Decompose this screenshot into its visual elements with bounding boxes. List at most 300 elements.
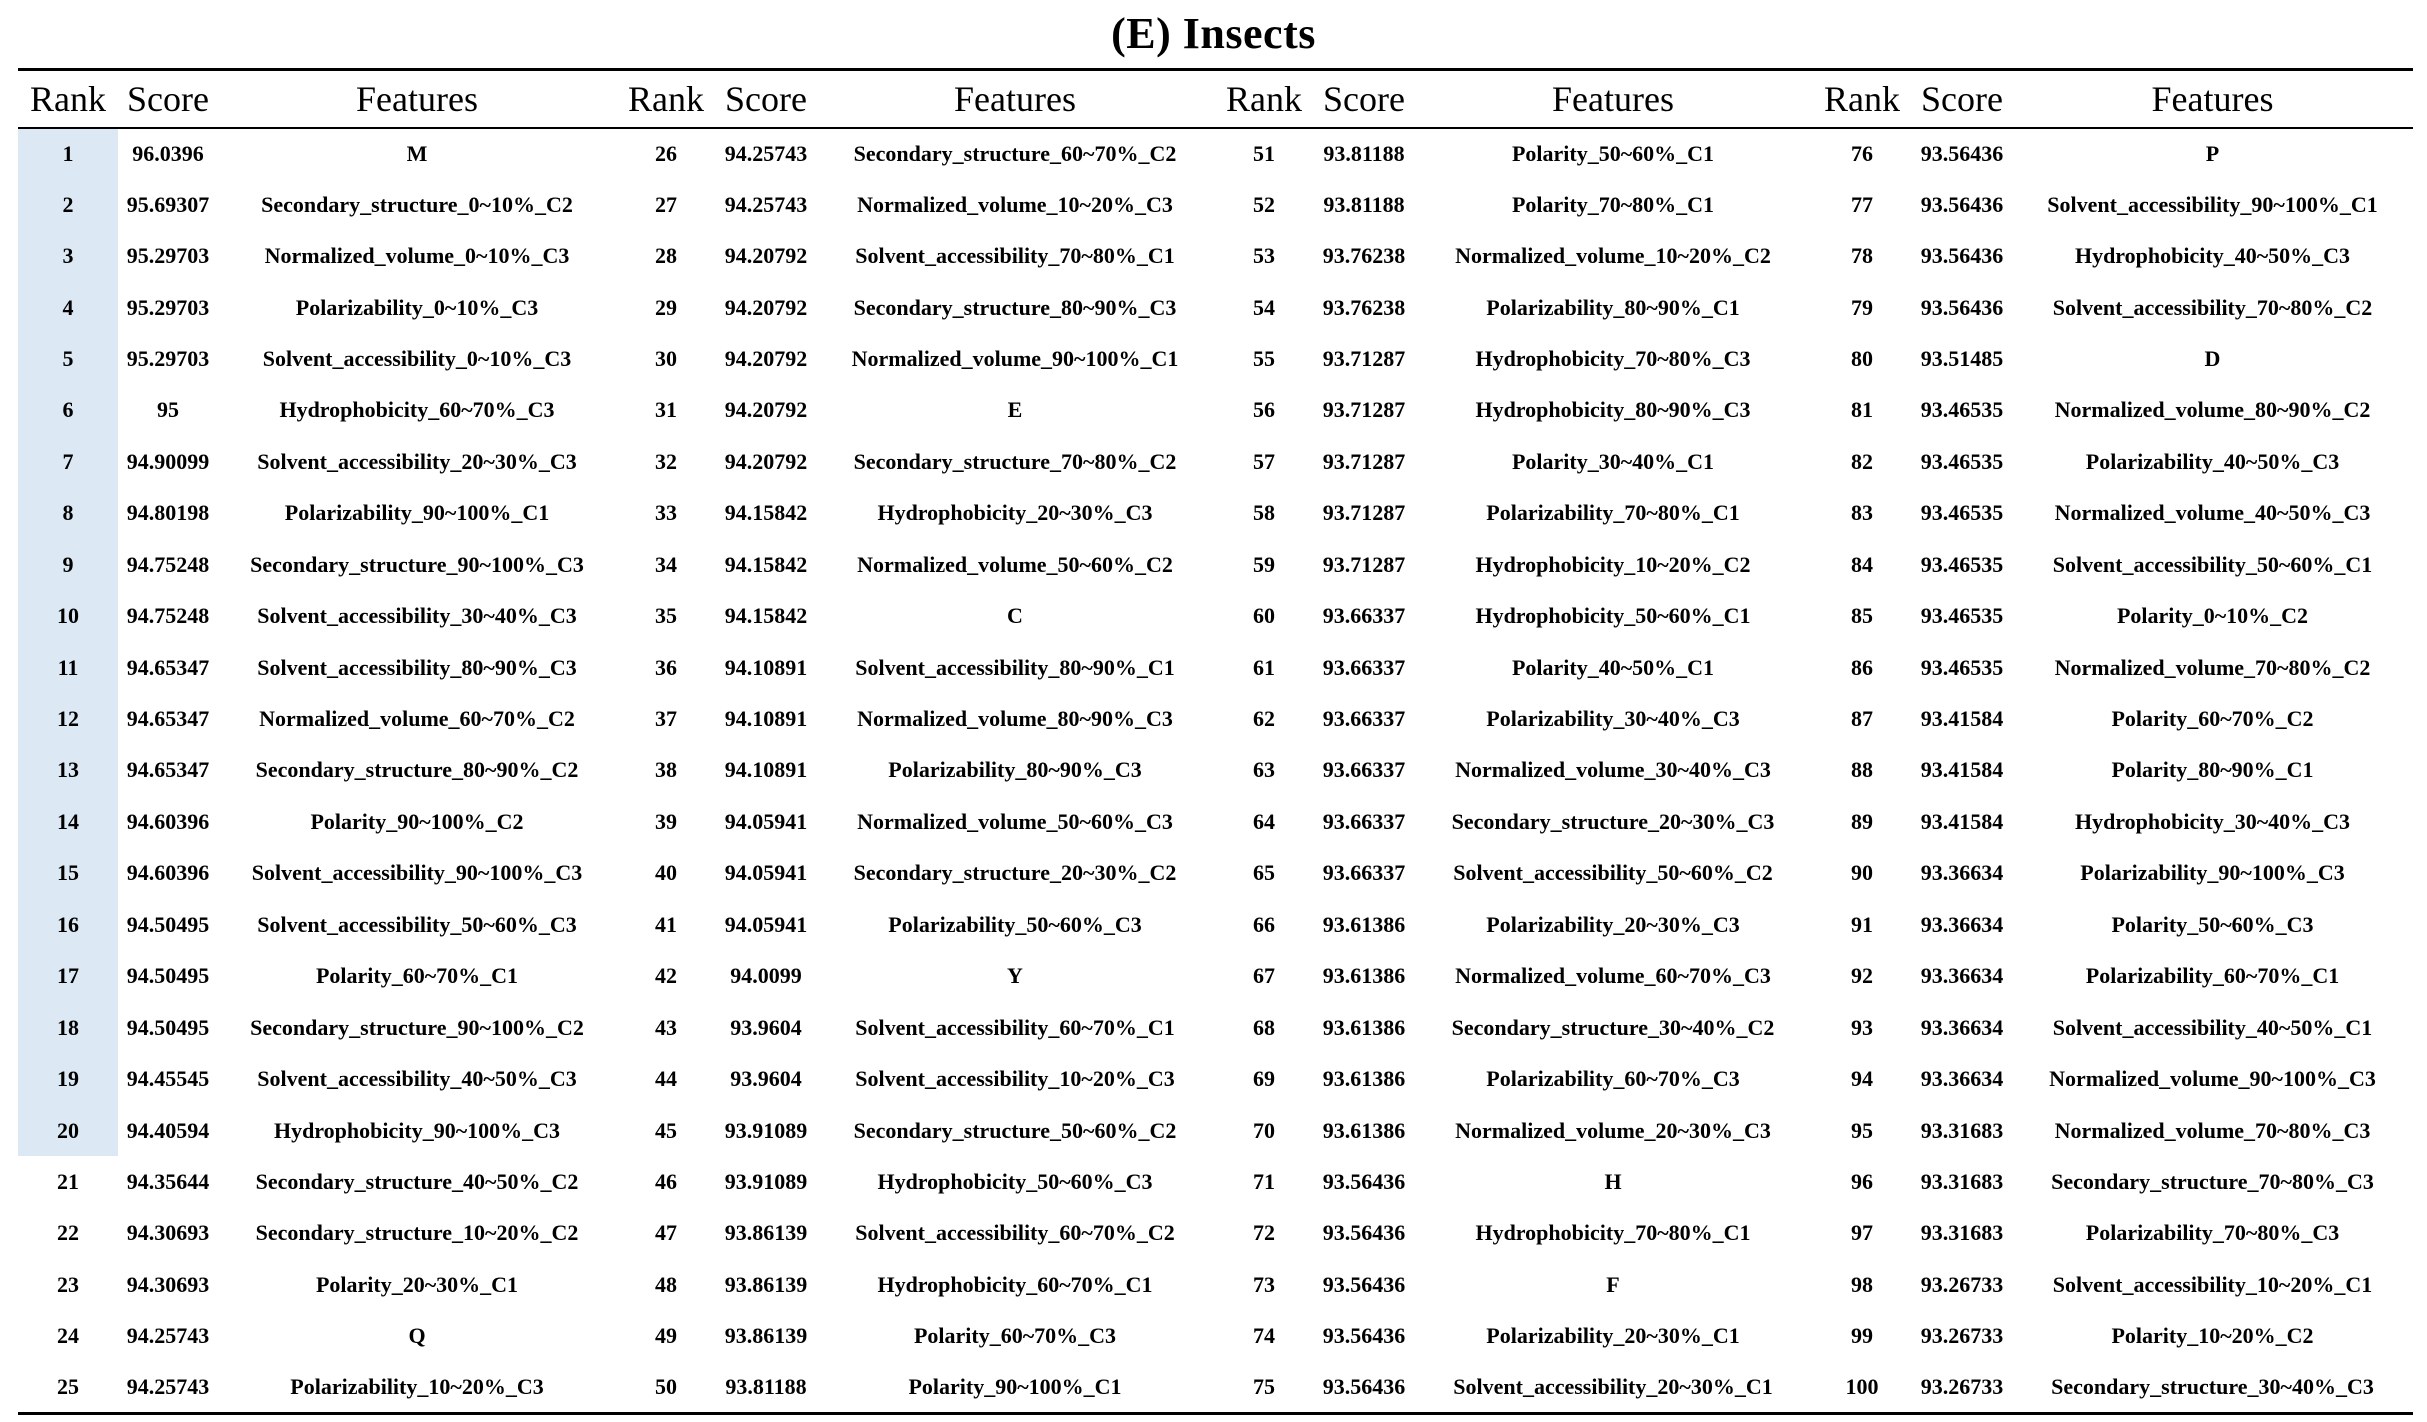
table-row [18, 642, 2413, 693]
score-cell: 94.75248 [126, 551, 210, 577]
rank-cell: 24 [57, 1323, 79, 1349]
rank-cell: 44 [655, 1066, 677, 1092]
rank-cell: 7 [18, 436, 118, 487]
rank-cell: 67 [1253, 963, 1275, 989]
score-cell: 94.50495 [126, 1014, 210, 1040]
score-cell: 93.91089 [724, 1168, 808, 1194]
rank-cell: 47 [655, 1220, 677, 1246]
features-cell: Solvent_accessibility_40~50%_C1 [2052, 1014, 2373, 1040]
features-cell: Hydrophobicity_60~70%_C1 [877, 1271, 1153, 1297]
score-cell: 93.61386 [1322, 963, 1406, 989]
rank-cell: 13 [18, 745, 118, 796]
features-cell: Hydrophobicity_80~90%_C3 [1475, 397, 1751, 423]
rank-cell: 72 [1253, 1220, 1275, 1246]
score-cell: 93.41584 [1920, 757, 2004, 783]
features-cell: Secondary_structure_60~70%_C2 [853, 140, 1177, 166]
features-cell: Solvent_accessibility_90~100%_C1 [2047, 191, 2378, 217]
score-cell: 95 [157, 397, 179, 423]
features-cell: Normalized_volume_70~80%_C3 [2054, 1117, 2371, 1143]
rank-cell: 29 [655, 294, 677, 320]
header-features-2: Features [816, 70, 1214, 128]
features-cell: Polarity_20~30%_C1 [315, 1271, 519, 1297]
rank-cell: 43 [655, 1014, 677, 1040]
score-cell: 93.81188 [1323, 191, 1405, 217]
features-cell: Normalized_volume_0~10%_C3 [264, 243, 570, 269]
score-cell: 93.46535 [1920, 603, 2004, 629]
features-cell: Polarizability_60~70%_C3 [1486, 1066, 1740, 1092]
rank-cell: 59 [1253, 551, 1275, 577]
score-cell: 94.65347 [126, 654, 210, 680]
score-cell: 94.45545 [126, 1066, 210, 1092]
score-cell: 93.86139 [724, 1271, 808, 1297]
table-row [18, 179, 2413, 230]
features-cell: Y [1007, 963, 1023, 989]
score-cell: 93.56436 [1322, 1220, 1406, 1246]
score-cell: 94.65347 [126, 757, 210, 783]
score-cell: 93.31683 [1920, 1168, 2004, 1194]
features-cell: Solvent_accessibility_80~90%_C3 [257, 654, 577, 680]
score-cell: 94.15842 [724, 551, 808, 577]
rank-cell: 81 [1851, 397, 1873, 423]
features-cell: Polarizability_20~30%_C1 [1486, 1323, 1740, 1349]
rank-cell: 46 [655, 1168, 677, 1194]
header-row [18, 70, 2413, 128]
rank-cell: 8 [18, 488, 118, 539]
rank-cell: 30 [655, 345, 677, 371]
rank-cell: 61 [1253, 654, 1275, 680]
rank-cell: 48 [655, 1271, 677, 1297]
rank-cell: 40 [655, 860, 677, 886]
score-cell: 94.50495 [126, 963, 210, 989]
rank-cell: 64 [1253, 808, 1275, 834]
rank-cell: 96 [1851, 1168, 1873, 1194]
header-rank-1: Rank [18, 70, 118, 128]
score-cell: 95.29703 [126, 294, 210, 320]
rank-cell: 63 [1253, 757, 1275, 783]
score-cell: 93.76238 [1322, 294, 1406, 320]
features-cell: Polarity_0~10%_C2 [2116, 603, 2309, 629]
score-cell: 94.30693 [126, 1271, 210, 1297]
features-cell: Polarity_40~50%_C1 [1511, 654, 1715, 680]
rank-cell: 90 [1851, 860, 1873, 886]
features-cell: Solvent_accessibility_90~100%_C3 [251, 860, 583, 886]
features-cell: Secondary_structure_80~90%_C3 [853, 294, 1177, 320]
features-cell: Hydrophobicity_50~60%_C3 [877, 1168, 1153, 1194]
features-cell: Polarizability_80~90%_C3 [888, 757, 1142, 783]
score-cell: 93.26733 [1920, 1271, 2004, 1297]
score-cell: 93.56436 [1920, 191, 2004, 217]
rank-cell: 6 [18, 385, 118, 436]
rank-cell: 60 [1253, 603, 1275, 629]
table-row [18, 539, 2413, 590]
features-cell: Polarizability_30~40%_C3 [1486, 706, 1740, 732]
features-cell: Secondary_structure_10~20%_C2 [255, 1220, 579, 1246]
table-row [18, 899, 2413, 950]
features-cell: Hydrophobicity_40~50%_C3 [2074, 243, 2351, 269]
ranking-table-container [18, 68, 2413, 1415]
features-cell: Hydrophobicity_20~30%_C3 [877, 500, 1153, 526]
features-cell: Polarity_50~60%_C1 [1511, 140, 1715, 166]
header-features-1: Features [218, 70, 616, 128]
score-cell: 93.86139 [724, 1220, 808, 1246]
features-cell: Hydrophobicity_30~40%_C3 [2074, 808, 2351, 834]
rank-cell: 2 [18, 179, 118, 230]
score-cell: 93.66337 [1322, 603, 1406, 629]
rank-cell: 70 [1253, 1117, 1275, 1143]
rank-cell: 52 [1253, 191, 1275, 217]
features-cell: Secondary_structure_20~30%_C2 [853, 860, 1177, 886]
score-cell: 93.71287 [1322, 397, 1406, 423]
score-cell: 93.91089 [724, 1117, 808, 1143]
rank-cell: 99 [1851, 1323, 1873, 1349]
score-cell: 93.66337 [1322, 860, 1406, 886]
rank-cell: 14 [18, 796, 118, 847]
rank-cell: 36 [655, 654, 677, 680]
features-cell: E [1007, 397, 1023, 423]
features-cell: Solvent_accessibility_50~60%_C3 [257, 911, 577, 937]
table-row [18, 1208, 2413, 1259]
rank-cell: 85 [1851, 603, 1873, 629]
rank-cell: 62 [1253, 706, 1275, 732]
table-row [18, 1105, 2413, 1156]
features-cell: Secondary_structure_40~50%_C2 [255, 1168, 579, 1194]
features-cell: Secondary_structure_70~80%_C3 [2051, 1168, 2374, 1194]
rank-cell: 22 [57, 1220, 79, 1246]
score-cell: 93.26733 [1912, 1362, 2012, 1413]
features-cell: F [1606, 1271, 1620, 1297]
features-cell: Solvent_accessibility_20~30%_C3 [257, 448, 577, 474]
rank-cell: 12 [18, 693, 118, 744]
score-cell: 93.86139 [724, 1323, 808, 1349]
table-row [18, 1002, 2413, 1053]
features-cell: Secondary_structure_20~30%_C3 [1451, 808, 1775, 834]
score-cell: 93.36634 [1920, 860, 2004, 886]
features-cell: Normalized_volume_50~60%_C2 [857, 551, 1173, 577]
table-row [18, 436, 2413, 487]
rank-cell: 18 [18, 1002, 118, 1053]
score-cell: 94.0099 [730, 963, 802, 989]
score-cell: 93.26733 [1920, 1323, 2004, 1349]
features-cell: Polarizability_20~30%_C3 [1486, 911, 1740, 937]
features-cell: Secondary_structure_30~40%_C2 [1451, 1014, 1775, 1040]
table-row [18, 1259, 2413, 1310]
rank-cell: 10 [18, 590, 118, 641]
rank-cell: 3 [18, 230, 118, 281]
header-rank-3: Rank [1214, 70, 1314, 128]
features-cell: M [406, 140, 428, 166]
table-row [18, 488, 2413, 539]
score-cell: 93.71287 [1322, 551, 1406, 577]
features-cell: Hydrophobicity_90~100%_C3 [273, 1117, 561, 1143]
rank-cell: 51 [1253, 140, 1275, 166]
rank-cell: 87 [1851, 706, 1873, 732]
score-cell: 94.20792 [724, 243, 808, 269]
features-cell: Solvent_accessibility_70~80%_C2 [2052, 294, 2373, 320]
features-cell: Secondary_structure_80~90%_C2 [255, 757, 579, 783]
table-row [18, 1311, 2413, 1362]
header-rank-4: Rank [1812, 70, 1912, 128]
features-cell: Normalized_volume_40~50%_C3 [2054, 500, 2371, 526]
rank-cell: 66 [1253, 911, 1275, 937]
rank-cell: 69 [1253, 1066, 1275, 1092]
features-cell: Polarizability_60~70%_C1 [2085, 963, 2340, 989]
score-cell: 93.46535 [1920, 551, 2004, 577]
rank-cell: 74 [1253, 1323, 1275, 1349]
table-row [18, 1156, 2413, 1207]
rank-cell: 75 [1214, 1362, 1314, 1413]
features-cell: Normalized_volume_90~100%_C3 [2049, 1066, 2376, 1092]
features-cell: Polarity_60~70%_C2 [2111, 706, 2314, 732]
features-cell: Polarity_60~70%_C3 [913, 1323, 1117, 1349]
rank-cell: 20 [18, 1105, 118, 1156]
score-cell: 93.61386 [1322, 911, 1406, 937]
score-cell: 96.0396 [132, 140, 204, 166]
score-cell: 94.20792 [724, 448, 808, 474]
rank-cell: 49 [655, 1323, 677, 1349]
features-cell: Polarizability_10~20%_C3 [218, 1362, 616, 1413]
rank-cell: 54 [1253, 294, 1275, 320]
rank-cell: 97 [1851, 1220, 1873, 1246]
score-cell: 93.36634 [1920, 911, 2004, 937]
rank-cell: 5 [18, 333, 118, 384]
rank-cell: 11 [18, 642, 118, 693]
score-cell: 94.05941 [724, 860, 808, 886]
score-cell: 94.05941 [724, 911, 808, 937]
rank-cell: 94 [1851, 1066, 1873, 1092]
features-cell: Normalized_volume_60~70%_C2 [259, 706, 575, 732]
rank-cell: 58 [1253, 500, 1275, 526]
score-cell: 94.10891 [724, 757, 808, 783]
score-cell: 93.36634 [1920, 1014, 2004, 1040]
features-cell: Secondary_structure_90~100%_C2 [250, 1014, 584, 1040]
score-cell: 93.56436 [1920, 294, 2004, 320]
score-cell: 94.15842 [724, 500, 808, 526]
features-cell: Polarity_80~90%_C1 [2111, 757, 2314, 783]
rank-cell: 33 [655, 500, 677, 526]
rank-cell: 38 [655, 757, 677, 783]
rank-cell: 56 [1253, 397, 1275, 423]
score-cell: 94.60396 [126, 808, 210, 834]
features-cell: Hydrophobicity_60~70%_C3 [279, 397, 555, 423]
features-cell: Polarizability_90~100%_C3 [2080, 860, 2345, 886]
score-cell: 94.20792 [724, 345, 808, 371]
features-cell: Solvent_accessibility_80~90%_C1 [855, 654, 1175, 680]
rank-cell: 92 [1851, 963, 1873, 989]
features-cell: H [1604, 1168, 1622, 1194]
score-cell: 94.80198 [126, 500, 210, 526]
rank-cell: 4 [18, 282, 118, 333]
score-cell: 93.46535 [1920, 500, 2004, 526]
score-cell: 93.56436 [1322, 1168, 1406, 1194]
rank-cell: 15 [18, 848, 118, 899]
table-row [18, 745, 2413, 796]
features-cell: Normalized_volume_30~40%_C3 [1455, 757, 1771, 783]
score-cell: 94.20792 [724, 294, 808, 320]
score-cell: 94.35644 [126, 1168, 210, 1194]
header-score-1: Score [118, 70, 218, 128]
table-row [18, 590, 2413, 641]
table-row [18, 385, 2413, 436]
features-cell: P [2205, 140, 2220, 166]
rank-cell: 65 [1253, 860, 1275, 886]
rank-cell: 37 [655, 706, 677, 732]
score-cell: 93.41584 [1920, 706, 2004, 732]
score-cell: 93.71287 [1322, 345, 1406, 371]
features-cell: Polarizability_70~80%_C3 [2085, 1220, 2340, 1246]
features-cell: Solvent_accessibility_0~10%_C3 [262, 345, 572, 371]
score-cell: 94.10891 [724, 706, 808, 732]
score-cell: 93.66337 [1322, 706, 1406, 732]
score-cell: 93.56436 [1314, 1362, 1414, 1413]
features-cell: Polarity_60~70%_C1 [315, 963, 519, 989]
features-cell: Solvent_accessibility_10~20%_C3 [855, 1066, 1175, 1092]
rank-cell: 34 [655, 551, 677, 577]
score-cell: 94.90099 [126, 448, 210, 474]
score-cell: 93.66337 [1322, 808, 1406, 834]
score-cell: 93.9604 [730, 1014, 802, 1040]
score-cell: 93.36634 [1920, 1066, 2004, 1092]
rank-cell: 76 [1851, 140, 1873, 166]
rank-cell: 27 [655, 191, 677, 217]
rank-cell: 83 [1851, 500, 1873, 526]
rank-cell: 71 [1253, 1168, 1275, 1194]
score-cell: 94.25743 [724, 140, 808, 166]
features-cell: Normalized_volume_60~70%_C3 [1455, 963, 1771, 989]
rank-cell: 95 [1851, 1117, 1873, 1143]
rank-cell: 77 [1851, 191, 1873, 217]
features-cell: Solvent_accessibility_50~60%_C1 [2052, 551, 2373, 577]
rank-cell: 39 [655, 808, 677, 834]
features-cell: Polarizability_70~80%_C1 [1486, 500, 1740, 526]
header-score-4: Score [1912, 70, 2012, 128]
score-cell: 94.05941 [724, 808, 808, 834]
score-cell: 95.29703 [126, 243, 210, 269]
score-cell: 95.29703 [126, 345, 210, 371]
features-cell: Solvent_accessibility_70~80%_C1 [855, 243, 1175, 269]
features-cell: D [2204, 345, 2221, 371]
rank-cell: 16 [18, 899, 118, 950]
rank-cell: 35 [655, 603, 677, 629]
features-cell: Secondary_structure_0~10%_C2 [261, 191, 573, 217]
score-cell: 93.9604 [730, 1066, 802, 1092]
score-cell: 93.51485 [1920, 345, 2004, 371]
header-features-3: Features [1414, 70, 1812, 128]
score-cell: 94.30693 [126, 1220, 210, 1246]
rank-cell: 91 [1851, 911, 1873, 937]
features-cell: Normalized_volume_70~80%_C2 [2054, 654, 2371, 680]
score-cell: 94.60396 [126, 860, 210, 886]
score-cell: 93.46535 [1920, 448, 2004, 474]
features-cell: Polarizability_50~60%_C3 [888, 911, 1142, 937]
features-cell: Hydrophobicity_50~60%_C1 [1475, 603, 1751, 629]
score-cell: 93.66337 [1322, 654, 1406, 680]
features-cell: Hydrophobicity_70~80%_C3 [1475, 345, 1751, 371]
table-row [18, 951, 2413, 1002]
header-rank-2: Rank [616, 70, 716, 128]
features-cell: Solvent_accessibility_40~50%_C3 [257, 1066, 577, 1092]
table-body [18, 128, 2413, 1414]
score-cell: 94.75248 [126, 603, 210, 629]
features-cell: Polarizability_0~10%_C3 [295, 294, 539, 320]
rank-cell: 93 [1851, 1014, 1873, 1040]
rank-cell: 79 [1851, 294, 1873, 320]
features-cell: Normalized_volume_90~100%_C1 [851, 345, 1179, 371]
score-cell: 94.25743 [126, 1323, 210, 1349]
score-cell: 94.20792 [724, 397, 808, 423]
rank-cell: 84 [1851, 551, 1873, 577]
score-cell: 93.81188 [716, 1362, 816, 1413]
features-cell: Polarity_90~100%_C2 [310, 808, 524, 834]
features-cell: Secondary_structure_90~100%_C3 [250, 551, 584, 577]
features-cell: Solvent_accessibility_30~40%_C3 [257, 603, 577, 629]
features-cell: Polarizability_90~100%_C1 [284, 500, 550, 526]
rank-cell: 100 [1812, 1362, 1912, 1413]
rank-cell: 53 [1253, 243, 1275, 269]
features-cell: Polarity_70~80%_C1 [1511, 191, 1715, 217]
score-cell: 93.76238 [1322, 243, 1406, 269]
score-cell: 93.56436 [1920, 140, 2004, 166]
features-cell: Polarity_10~20%_C2 [2111, 1323, 2314, 1349]
rank-cell: 68 [1253, 1014, 1275, 1040]
features-cell: Polarity_50~60%_C3 [2111, 911, 2314, 937]
rank-cell: 86 [1851, 654, 1873, 680]
rank-cell: 19 [18, 1053, 118, 1104]
score-cell: 93.61386 [1322, 1117, 1406, 1143]
rank-cell: 80 [1851, 345, 1873, 371]
rank-cell: 82 [1851, 448, 1873, 474]
score-cell: 93.61386 [1322, 1066, 1406, 1092]
features-cell: Normalized_volume_80~90%_C2 [2054, 397, 2371, 423]
header-features-4: Features [2012, 70, 2413, 128]
rank-cell: 55 [1253, 345, 1275, 371]
score-cell: 94.10891 [724, 654, 808, 680]
score-cell: 93.36634 [1920, 963, 2004, 989]
features-cell: Normalized_volume_10~20%_C3 [857, 191, 1173, 217]
rank-cell: 17 [18, 951, 118, 1002]
table-row [18, 693, 2413, 744]
rank-cell: 28 [655, 243, 677, 269]
rank-cell: 26 [655, 140, 677, 166]
header-score-3: Score [1314, 70, 1414, 128]
score-cell: 93.31683 [1920, 1220, 2004, 1246]
features-cell: Secondary_structure_30~40%_C3 [2012, 1362, 2413, 1413]
features-cell: Polarizability_80~90%_C1 [1486, 294, 1740, 320]
rank-cell: 41 [655, 911, 677, 937]
rank-cell: 98 [1851, 1271, 1873, 1297]
rank-cell: 78 [1851, 243, 1873, 269]
features-cell: Q [408, 1323, 426, 1349]
score-cell: 94.25743 [724, 191, 808, 217]
features-cell: Polarity_90~100%_C1 [816, 1362, 1214, 1413]
rank-cell: 32 [655, 448, 677, 474]
score-cell: 94.25743 [118, 1362, 218, 1413]
features-cell: Normalized_volume_80~90%_C3 [857, 706, 1173, 732]
table-row [18, 1362, 2413, 1413]
rank-cell: 50 [616, 1362, 716, 1413]
features-cell: Solvent_accessibility_20~30%_C1 [1414, 1362, 1812, 1413]
features-cell: Solvent_accessibility_60~70%_C2 [855, 1220, 1175, 1246]
features-cell: Polarizability_40~50%_C3 [2085, 448, 2340, 474]
score-cell: 93.66337 [1322, 757, 1406, 783]
rank-cell: 73 [1253, 1271, 1275, 1297]
rank-cell: 89 [1851, 808, 1873, 834]
rank-cell: 21 [57, 1168, 79, 1194]
features-cell: Hydrophobicity_70~80%_C1 [1475, 1220, 1751, 1246]
score-cell: 94.40594 [126, 1117, 210, 1143]
features-cell: Solvent_accessibility_60~70%_C1 [855, 1014, 1175, 1040]
table-row [18, 230, 2413, 281]
rank-cell: 25 [18, 1362, 118, 1413]
